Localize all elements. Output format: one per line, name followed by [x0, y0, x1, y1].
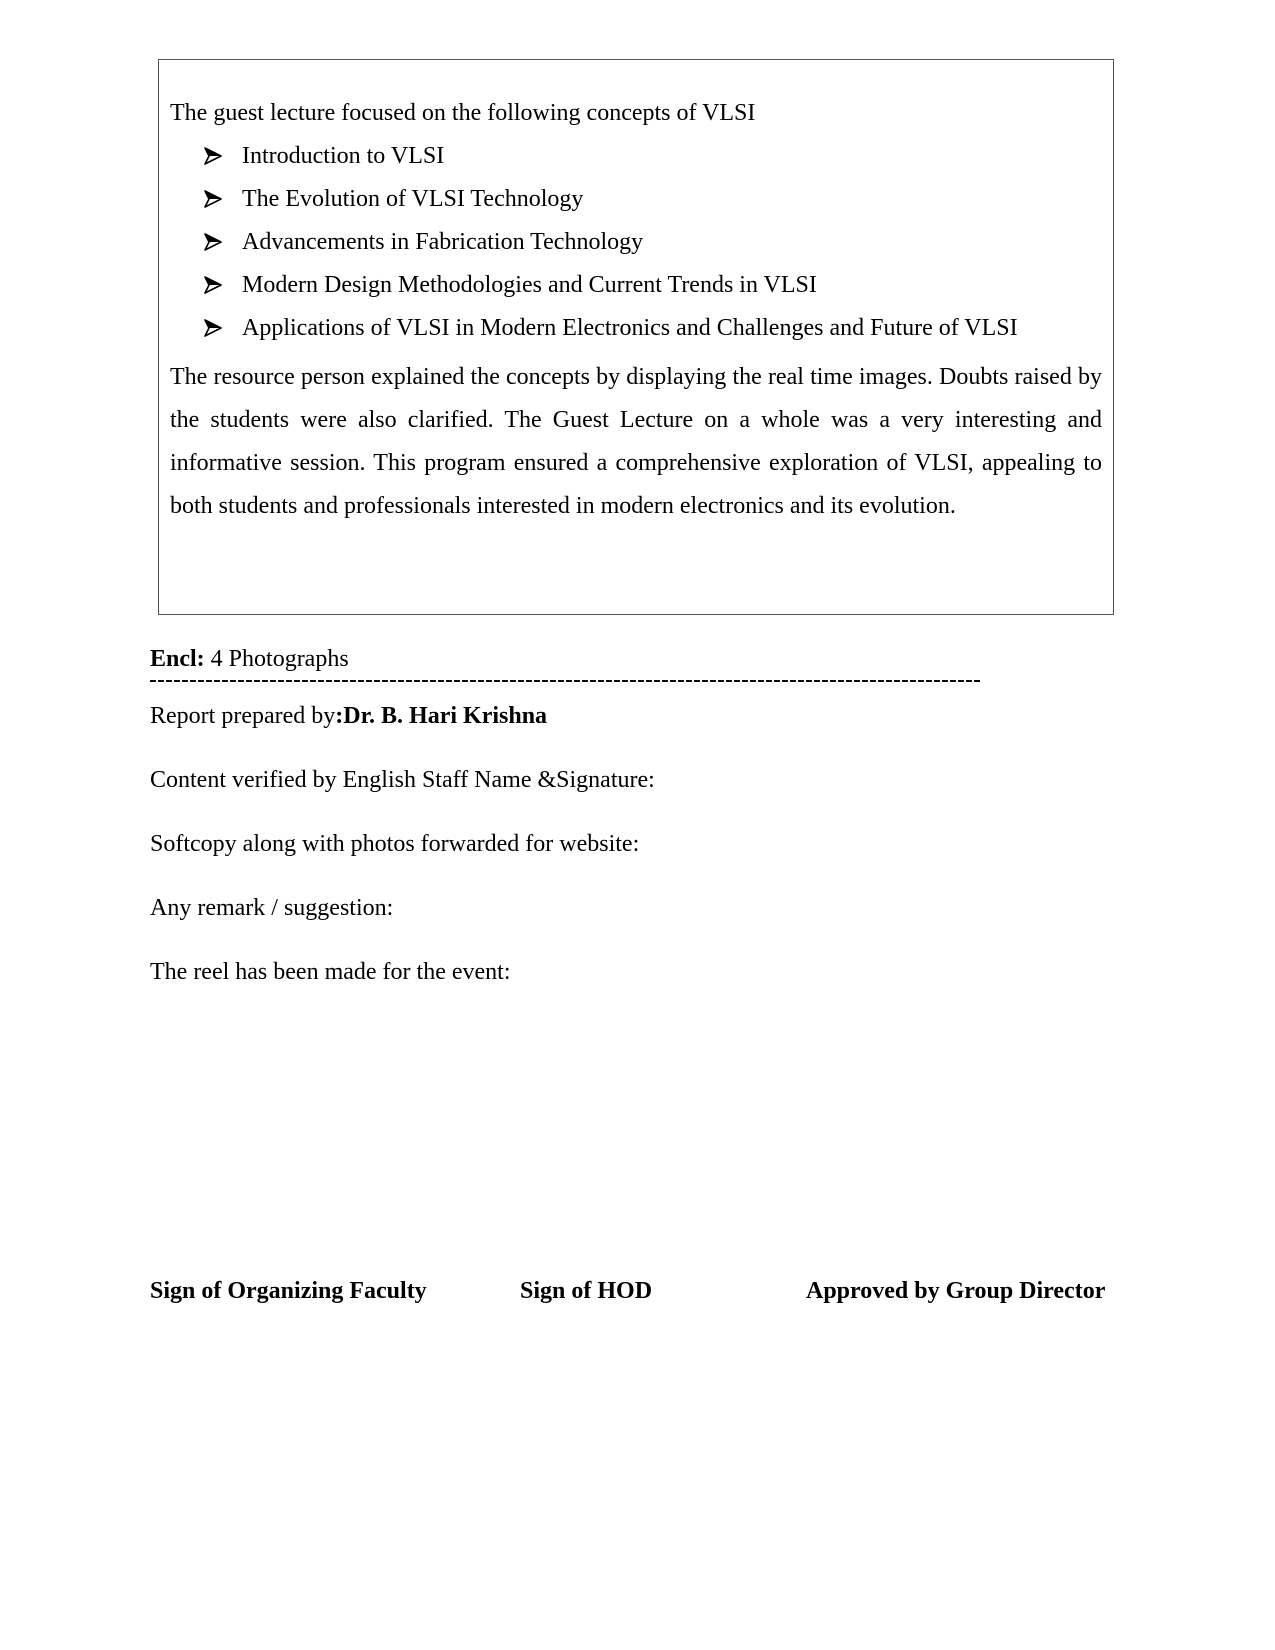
list-item: [204, 141, 1018, 184]
remark-line: Any remark / suggestion:: [150, 895, 394, 921]
sign-organizing-faculty: Sign of Organizing Faculty: [150, 1278, 427, 1304]
approved-by-group-director: Approved by Group Director: [806, 1278, 1106, 1304]
concept-list: [204, 141, 1018, 356]
softcopy-line: Softcopy along with photos forwarded for website:: [150, 831, 640, 857]
arrowhead-bullet-icon: [204, 141, 224, 171]
concept-label: Introduction to VLSI: [242, 143, 445, 169]
enclosure-line: [150, 644, 349, 674]
list-item: [204, 227, 1018, 270]
prepared-label: Report prepared by: [150, 703, 336, 729]
concept-label: Advancements in Fabrication Technology: [242, 229, 644, 255]
list-item: [204, 313, 1018, 356]
sign-hod: Sign of HOD: [520, 1278, 653, 1304]
concept-label: Modern Design Methodologies and Current Trends in VLSI: [242, 272, 817, 298]
enclosure-label: Encl:: [150, 646, 205, 672]
prepared-name: :Dr. B. Hari Krishna: [335, 703, 548, 729]
arrowhead-bullet-icon: [204, 184, 224, 214]
lecture-summary-box: [158, 59, 1114, 615]
arrowhead-bullet-icon: [204, 313, 224, 343]
list-item: [204, 270, 1018, 313]
concept-label: The Evolution of VLSI Technology: [242, 186, 584, 212]
list-item: [204, 184, 1018, 227]
arrowhead-bullet-icon: [204, 227, 224, 257]
summary-paragraph: The resource person explained the concepts by displaying the real time images. Doubts raised by the students were also clarified. The Guest Lecture on a whole was a very interesting and informative session. This program ensured a comprehensive exploration of VLSI, appealing to both students and professionals interested in modern electronics and its evolution.: [170, 364, 1102, 519]
summary-intro: The guest lecture focused on the following concepts of VLSI: [170, 100, 756, 126]
concept-label: Applications of VLSI in Modern Electronics and Challenges and Future of VLSI: [242, 315, 1018, 341]
report-prepared-line: [150, 701, 547, 731]
content-verified-line: Content verified by English Staff Name &Signature:: [150, 767, 655, 793]
enclosure-value: 4 Photographs: [204, 646, 349, 672]
dashed-divider: [150, 680, 980, 682]
reel-line: The reel has been made for the event:: [150, 959, 511, 985]
arrowhead-bullet-icon: [204, 270, 224, 300]
